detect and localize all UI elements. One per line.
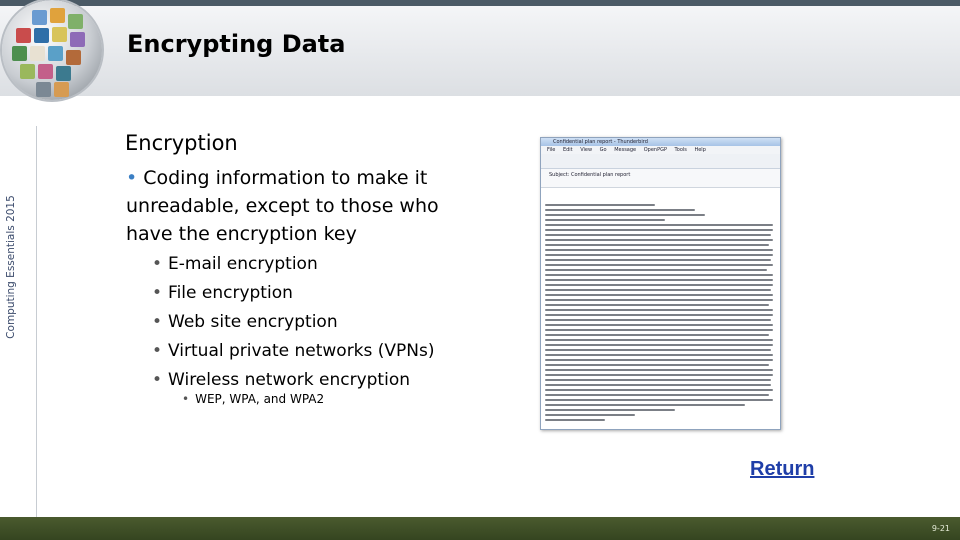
ciphertext-line [545, 294, 773, 296]
ciphertext-line [545, 254, 773, 256]
ciphertext-line [545, 209, 695, 211]
ciphertext-line [545, 289, 771, 291]
screenshot-menu-bar: File Edit View Go Message OpenPGP Tools Help [541, 146, 780, 154]
ciphertext-line [545, 229, 773, 231]
list-item: • E-mail encryption [152, 254, 318, 274]
ciphertext-line [545, 379, 771, 381]
ciphertext-line [545, 394, 769, 396]
email-screenshot [540, 137, 781, 430]
ciphertext-line [545, 234, 771, 236]
ciphertext-line [545, 239, 773, 241]
ciphertext-line [545, 219, 665, 221]
ciphertext-line [545, 384, 771, 386]
ciphertext-line [545, 279, 773, 281]
bullet-icon: • [126, 167, 138, 189]
ciphertext-line [545, 264, 773, 266]
sub-sub-bullet-text: WEP, WPA, and WPA2 [195, 392, 325, 406]
screenshot-header [541, 169, 780, 188]
sidebar-divider [36, 126, 37, 518]
ciphertext-line [545, 314, 773, 316]
book-logo [2, 0, 102, 100]
ciphertext-line [545, 389, 773, 391]
list-item: • Virtual private networks (VPNs) [152, 341, 435, 361]
list-item: • File encryption [152, 283, 293, 303]
main-bullet [126, 164, 466, 248]
list-item: • Web site encryption [152, 312, 338, 332]
return-link[interactable]: Return [750, 458, 815, 480]
ciphertext-line [545, 344, 773, 346]
screenshot-window-title: Confidential plan report - Thunderbird [541, 138, 780, 146]
ciphertext-line [545, 364, 769, 366]
footer-bar [0, 517, 960, 540]
ciphertext-line [545, 304, 769, 306]
ciphertext-line [545, 309, 773, 311]
ciphertext-line [545, 259, 771, 261]
ciphertext-line [545, 374, 773, 376]
book-title-vertical: Computing Essentials 2015 [5, 195, 17, 339]
ciphertext-line [545, 354, 773, 356]
list-item: • Wireless network encryption [152, 370, 410, 390]
page-number: 9-21 [931, 524, 950, 533]
ciphertext-line [545, 409, 675, 411]
ciphertext-line [545, 329, 773, 331]
ciphertext-line [545, 349, 771, 351]
ciphertext-line [545, 334, 769, 336]
ciphertext-line [545, 404, 745, 406]
ciphertext-line [545, 414, 635, 416]
screenshot-subject: Subject: Confidential plan report [549, 172, 631, 178]
ciphertext-line [545, 224, 773, 226]
ciphertext-line [545, 284, 773, 286]
main-bullet-text: Coding information to make it unreadable, except to those who have the encryption key [126, 167, 439, 245]
ciphertext-line [545, 339, 773, 341]
ciphertext-line [545, 249, 773, 251]
slide-title: Encrypting Data [127, 30, 346, 58]
ciphertext-line [545, 274, 773, 276]
sub-sub-bullet [182, 392, 324, 406]
ciphertext-line [545, 399, 773, 401]
ciphertext-line [545, 244, 769, 246]
ciphertext-line [545, 359, 773, 361]
sub-bullet-list [152, 250, 435, 395]
section-heading: Encryption [125, 131, 238, 155]
ciphertext-line [545, 369, 773, 371]
ciphertext-line [545, 214, 705, 216]
bullet-icon: • [182, 392, 190, 406]
ciphertext-line [545, 204, 655, 206]
ciphertext-line [545, 269, 767, 271]
ciphertext-line [545, 319, 771, 321]
ciphertext-line [545, 324, 773, 326]
ciphertext-line [545, 299, 773, 301]
ciphertext-line [545, 419, 605, 421]
screenshot-toolbar [541, 154, 780, 169]
ciphertext-body [545, 204, 776, 424]
